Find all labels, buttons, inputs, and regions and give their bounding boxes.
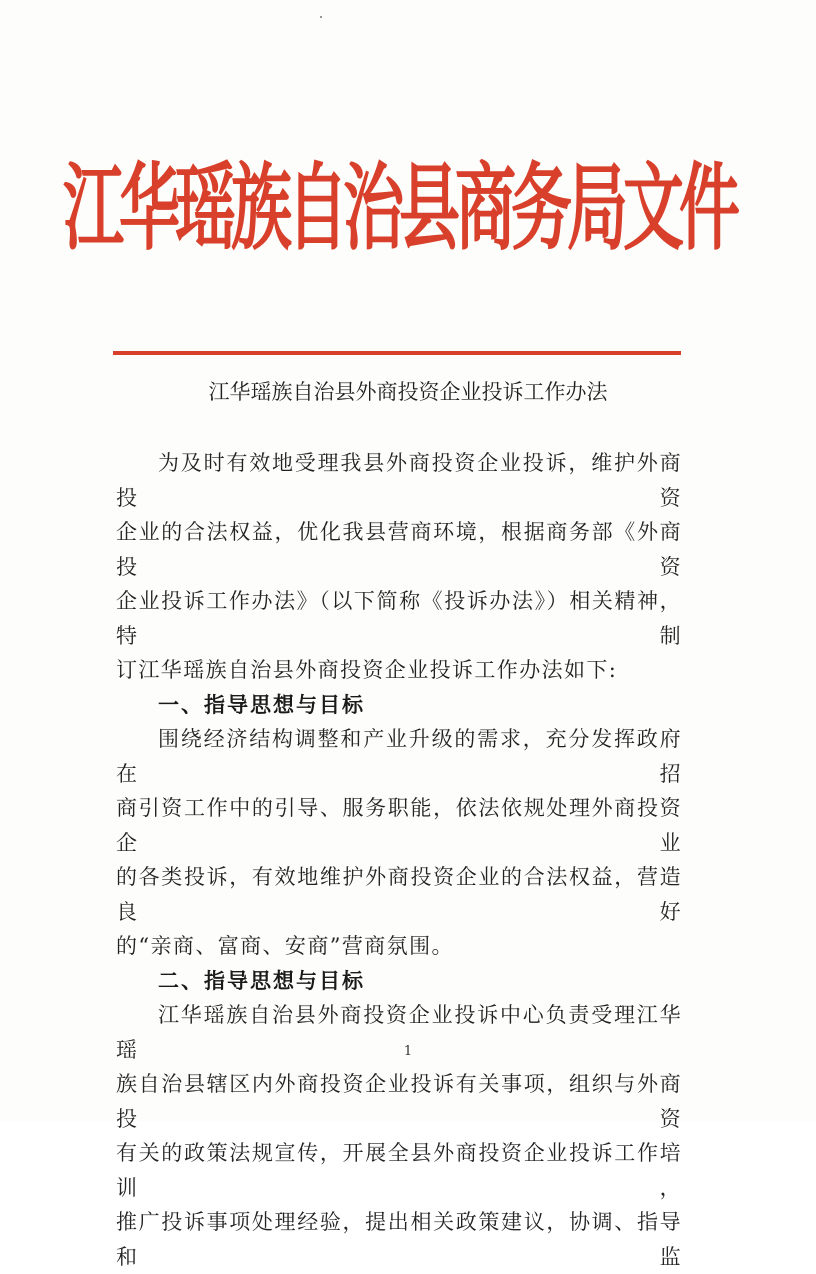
- text-line: 江华瑶族自治县外商投资企业投诉中心负责受理江华瑶: [116, 1003, 682, 1062]
- text-line: 商引资工作中的引导、服务职能，依法依规处理外商投资企业: [116, 796, 682, 855]
- section-1-heading: 一、指导思想与目标: [158, 691, 365, 717]
- text-line: 的各类投诉，有效地维护外商投资企业的合法权益，营造良好: [116, 865, 682, 924]
- text-line: 企业的合法权益，优化我县营商环境，根据商务部《外商投资: [116, 520, 682, 579]
- document-title: 江华瑶族自治县外商投资企业投诉工作办法: [208, 380, 608, 404]
- text-line: 的“亲商、富商、安商”营商氛围。: [116, 934, 454, 958]
- section-2-paragraph: [116, 998, 682, 1274]
- text-line: 订江华瑶族自治县外商投资企业投诉工作办法如下:: [116, 658, 618, 682]
- masthead-title: 江华瑶族自治县商务局文件: [63, 152, 736, 264]
- text-line: 为及时有效地受理我县外商投资企业投诉，维护外商投资: [116, 451, 682, 510]
- text-line: 族自治县辖区内外商投资企业投诉有关事项，组织与外商投资: [116, 1072, 682, 1131]
- text-line: 有关的政策法规宣传，开展全县外商投资企业投诉工作培训，: [116, 1141, 682, 1200]
- red-divider-rule: [113, 351, 681, 355]
- text-line: 推广投诉事项处理经验，提出相关政策建议，协调、指导和监: [116, 1210, 682, 1269]
- text-line: 围绕经济结构调整和产业升级的需求，充分发挥政府在招: [116, 727, 682, 786]
- intro-paragraph: [116, 446, 682, 688]
- document-body: [116, 446, 682, 1274]
- scan-speck: [320, 16, 322, 18]
- text-line: 企业投诉工作办法》（以下简称《投诉办法》）相关精神，特制: [116, 589, 682, 648]
- section-2-heading: 二、指导思想与目标: [158, 967, 365, 993]
- section-1-paragraph: [116, 722, 682, 964]
- page-number: 1: [403, 1044, 413, 1059]
